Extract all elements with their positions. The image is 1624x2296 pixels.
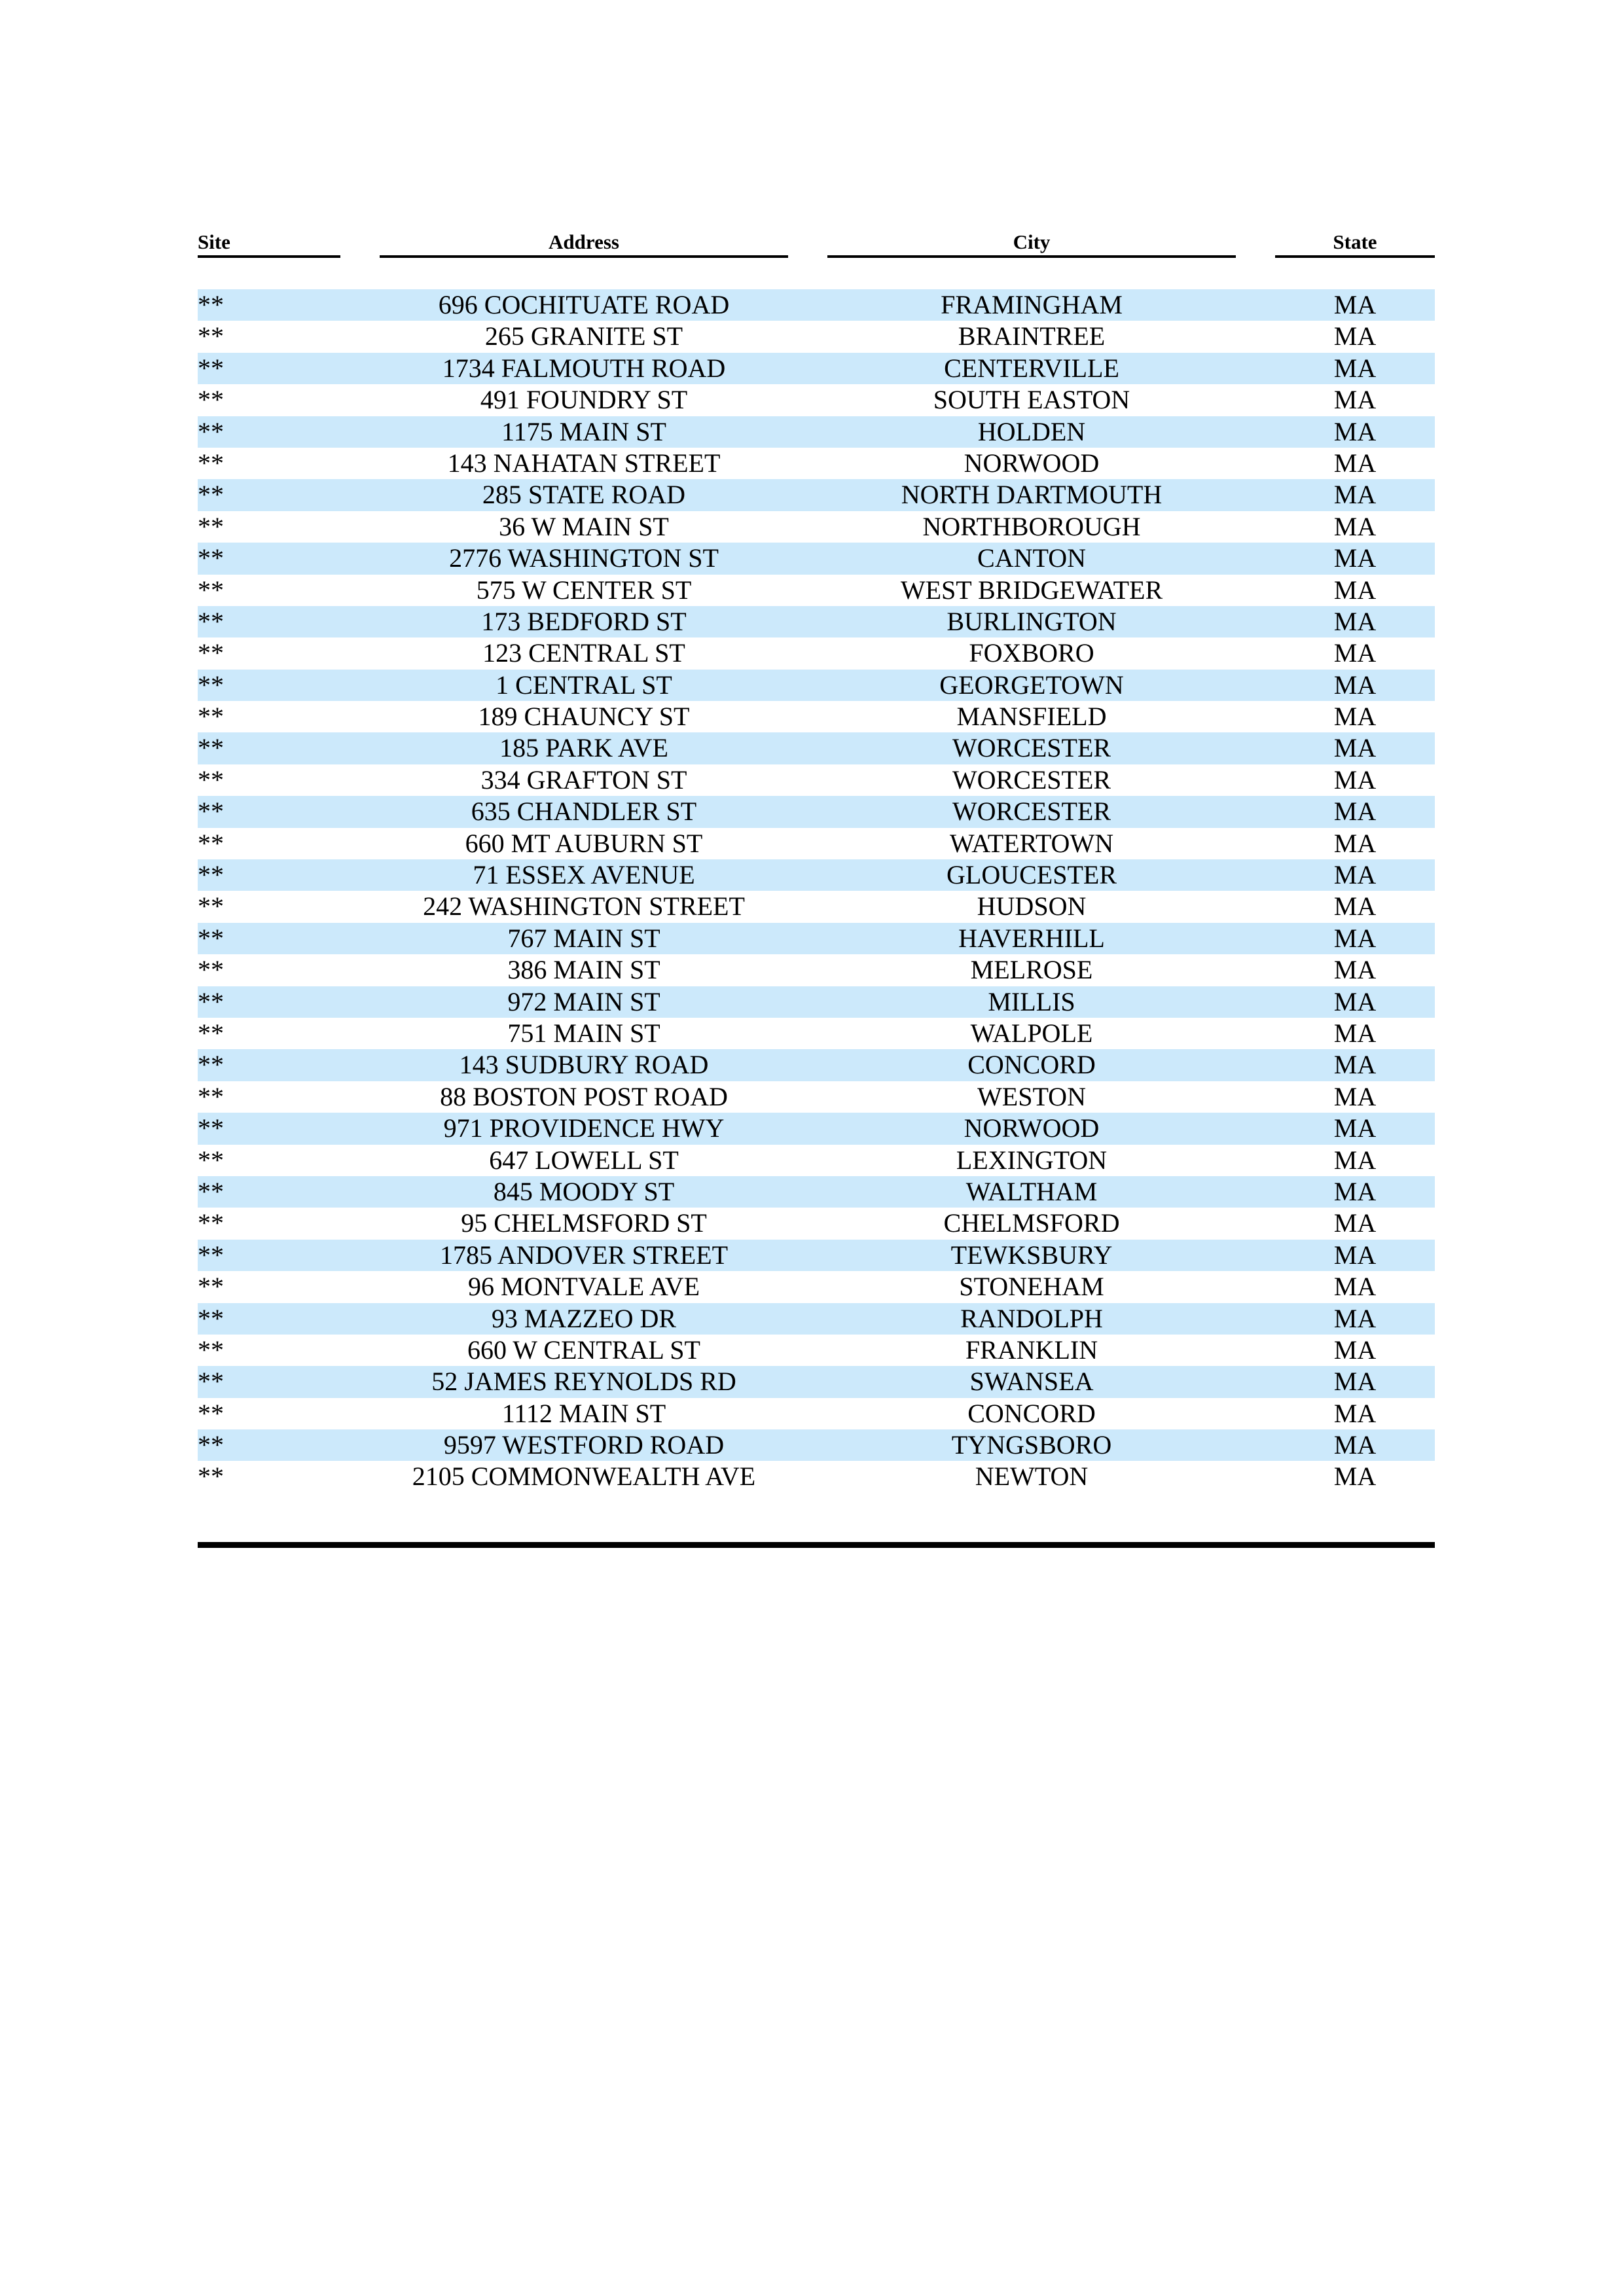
state-cell: MA <box>1333 1303 1377 1333</box>
city-cell: NORWOOD <box>964 448 1100 478</box>
state-cell: MA <box>1333 353 1377 383</box>
table-row <box>198 796 1435 827</box>
site-cell: ** <box>198 986 224 1016</box>
table-row <box>198 289 1435 321</box>
site-cell: ** <box>198 1208 224 1238</box>
address-cell: 285 STATE ROAD <box>482 480 686 510</box>
city-cell: HAVERHILL <box>958 923 1105 953</box>
table-row <box>198 416 1435 448</box>
state-cell: MA <box>1333 702 1377 732</box>
site-cell: ** <box>198 511 224 541</box>
city-cell: WATERTOWN <box>949 828 1114 858</box>
table-row <box>198 923 1435 954</box>
table-row <box>198 575 1435 606</box>
table-row <box>198 670 1435 701</box>
state-cell: MA <box>1333 986 1377 1016</box>
table-row <box>198 1081 1435 1113</box>
state-cell: MA <box>1333 543 1377 573</box>
city-cell: CHELMSFORD <box>943 1208 1120 1238</box>
address-cell: 143 NAHATAN STREET <box>447 448 721 478</box>
city-cell: CANTON <box>977 543 1086 573</box>
site-cell: ** <box>198 670 224 700</box>
footer-rule <box>198 1542 1435 1548</box>
site-table <box>198 289 1435 1493</box>
table-row <box>198 1240 1435 1271</box>
site-cell: ** <box>198 1430 224 1460</box>
city-cell: TEWKSBURY <box>950 1240 1113 1270</box>
address-cell: 52 JAMES REYNOLDS RD <box>431 1367 736 1397</box>
address-cell: 1 CENTRAL ST <box>496 670 672 700</box>
state-cell: MA <box>1333 955 1377 985</box>
site-cell: ** <box>198 1272 224 1302</box>
state-cell: MA <box>1333 797 1377 827</box>
city-cell: WALPOLE <box>970 1018 1093 1048</box>
header-site: Site <box>198 229 340 258</box>
table-row <box>198 511 1435 543</box>
table-row <box>198 828 1435 859</box>
table-row <box>198 1461 1435 1492</box>
state-cell: MA <box>1333 1113 1377 1143</box>
state-cell: MA <box>1333 1272 1377 1302</box>
site-cell: ** <box>198 1176 224 1206</box>
state-cell: MA <box>1333 638 1377 668</box>
address-cell: 242 WASHINGTON STREET <box>423 891 745 922</box>
address-cell: 185 PARK AVE <box>499 733 668 763</box>
address-cell: 36 W MAIN ST <box>499 511 669 541</box>
city-cell: CONCORD <box>967 1050 1096 1080</box>
city-cell: WORCESTER <box>952 764 1111 795</box>
table-row <box>198 1271 1435 1302</box>
table-row <box>198 606 1435 637</box>
address-cell: 696 COCHITUATE ROAD <box>438 290 730 319</box>
city-cell: GLOUCESTER <box>947 860 1117 890</box>
table-row <box>198 891 1435 922</box>
site-cell: ** <box>198 1398 224 1428</box>
city-cell: WEST BRIDGEWATER <box>900 575 1163 605</box>
address-cell: 1785 ANDOVER STREET <box>440 1240 728 1270</box>
address-cell: 96 MONTVALE AVE <box>467 1272 700 1302</box>
address-cell: 95 CHELMSFORD ST <box>461 1208 707 1238</box>
address-cell: 2776 WASHINGTON ST <box>449 543 719 573</box>
city-cell: WORCESTER <box>952 797 1111 827</box>
address-cell: 751 MAIN ST <box>507 1018 660 1048</box>
city-cell: NORWOOD <box>964 1113 1100 1143</box>
table-row <box>198 384 1435 416</box>
state-cell: MA <box>1333 385 1377 415</box>
city-cell: CONCORD <box>967 1398 1096 1428</box>
address-cell: 767 MAIN ST <box>507 923 660 953</box>
table-row <box>198 1303 1435 1335</box>
city-cell: RANDOLPH <box>960 1303 1103 1333</box>
state-cell: MA <box>1333 1430 1377 1460</box>
table-row <box>198 479 1435 511</box>
site-cell: ** <box>198 290 224 319</box>
city-cell: SWANSEA <box>969 1367 1094 1397</box>
table-row <box>198 1145 1435 1176</box>
site-cell: ** <box>198 638 224 668</box>
state-cell: MA <box>1333 670 1377 700</box>
city-cell: NORTHBOROUGH <box>922 511 1141 541</box>
address-cell: 173 BEDFORD ST <box>481 606 687 636</box>
city-cell: GEORGETOWN <box>939 670 1124 700</box>
site-cell: ** <box>198 1081 224 1111</box>
state-cell: MA <box>1333 1145 1377 1175</box>
state-cell: MA <box>1333 1398 1377 1428</box>
address-cell: 971 PROVIDENCE HWY <box>443 1113 725 1143</box>
address-cell: 491 FOUNDRY ST <box>480 385 688 415</box>
address-cell: 386 MAIN ST <box>507 955 660 985</box>
table-row <box>198 1429 1435 1461</box>
site-cell: ** <box>198 1145 224 1175</box>
city-cell: HOLDEN <box>977 416 1086 446</box>
site-cell: ** <box>198 733 224 763</box>
site-cell: ** <box>198 702 224 732</box>
city-cell: SOUTH EASTON <box>933 385 1130 415</box>
site-cell: ** <box>198 1050 224 1080</box>
table-row <box>198 448 1435 479</box>
city-cell: WALTHAM <box>965 1176 1098 1206</box>
city-cell: WESTON <box>977 1081 1086 1111</box>
city-cell: LEXINGTON <box>956 1145 1108 1175</box>
table-row <box>198 764 1435 796</box>
site-cell: ** <box>198 1335 224 1365</box>
city-cell: MILLIS <box>988 986 1075 1016</box>
table-row <box>198 732 1435 764</box>
site-cell: ** <box>198 764 224 795</box>
state-cell: MA <box>1333 1462 1377 1492</box>
city-cell: NORTH DARTMOUTH <box>901 480 1163 510</box>
site-cell: ** <box>198 1367 224 1397</box>
table-row <box>198 637 1435 669</box>
address-cell: 93 MAZZEO DR <box>491 1303 677 1333</box>
table-row <box>198 353 1435 384</box>
address-cell: 334 GRAFTON ST <box>480 764 687 795</box>
state-cell: MA <box>1333 321 1377 351</box>
city-cell: MANSFIELD <box>956 702 1107 732</box>
state-cell: MA <box>1333 1240 1377 1270</box>
address-cell: 2105 COMMONWEALTH AVE <box>412 1462 756 1492</box>
table-row <box>198 1018 1435 1049</box>
header-state: State <box>1275 229 1435 258</box>
address-cell: 71 ESSEX AVENUE <box>473 860 695 890</box>
address-cell: 635 CHANDLER ST <box>471 797 697 827</box>
address-cell: 1112 MAIN ST <box>501 1398 666 1428</box>
state-cell: MA <box>1333 290 1377 319</box>
state-cell: MA <box>1333 828 1377 858</box>
city-cell: TYNGSBORO <box>951 1430 1112 1460</box>
site-cell: ** <box>198 321 224 351</box>
site-cell: ** <box>198 448 224 478</box>
state-cell: MA <box>1333 891 1377 922</box>
address-cell: 660 W CENTRAL ST <box>467 1335 700 1365</box>
address-cell: 265 GRANITE ST <box>484 321 683 351</box>
city-cell: NEWTON <box>975 1462 1089 1492</box>
state-cell: MA <box>1333 511 1377 541</box>
address-cell: 647 LOWELL ST <box>489 1145 679 1175</box>
header-city: City <box>827 229 1236 258</box>
address-cell: 1734 FALMOUTH ROAD <box>442 353 726 383</box>
table-row <box>198 1398 1435 1429</box>
state-cell: MA <box>1333 1367 1377 1397</box>
state-cell: MA <box>1333 733 1377 763</box>
site-cell: ** <box>198 575 224 605</box>
state-cell: MA <box>1333 1018 1377 1048</box>
table-row <box>198 1049 1435 1081</box>
site-cell: ** <box>198 1240 224 1270</box>
city-cell: CENTERVILLE <box>944 353 1119 383</box>
site-cell: ** <box>198 923 224 953</box>
site-cell: ** <box>198 1462 224 1492</box>
table-row <box>198 859 1435 891</box>
city-cell: BRAINTREE <box>958 321 1106 351</box>
state-cell: MA <box>1333 606 1377 636</box>
table-row <box>198 1113 1435 1144</box>
city-cell: FOXBORO <box>969 638 1094 668</box>
site-cell: ** <box>198 860 224 890</box>
header-address: Address <box>380 229 788 258</box>
site-cell: ** <box>198 416 224 446</box>
city-cell: MELROSE <box>970 955 1093 985</box>
site-cell: ** <box>198 891 224 922</box>
site-cell: ** <box>198 1113 224 1143</box>
site-cell: ** <box>198 353 224 383</box>
state-cell: MA <box>1333 764 1377 795</box>
site-cell: ** <box>198 828 224 858</box>
address-cell: 143 SUDBURY ROAD <box>459 1050 709 1080</box>
address-cell: 123 CENTRAL ST <box>482 638 685 668</box>
address-cell: 660 MT AUBURN ST <box>465 828 703 858</box>
table-header <box>0 229 1624 259</box>
table-row <box>198 701 1435 732</box>
state-cell: MA <box>1333 416 1377 446</box>
site-cell: ** <box>198 1303 224 1333</box>
table-row <box>198 321 1435 352</box>
state-cell: MA <box>1333 1050 1377 1080</box>
city-cell: FRANKLIN <box>965 1335 1098 1365</box>
address-cell: 88 BOSTON POST ROAD <box>440 1081 728 1111</box>
address-cell: 9597 WESTFORD ROAD <box>443 1430 725 1460</box>
state-cell: MA <box>1333 923 1377 953</box>
address-cell: 575 W CENTER ST <box>476 575 692 605</box>
site-cell: ** <box>198 385 224 415</box>
table-row <box>198 1366 1435 1397</box>
table-row <box>198 954 1435 986</box>
state-cell: MA <box>1333 1081 1377 1111</box>
address-cell: 1175 MAIN ST <box>501 416 666 446</box>
table-row <box>198 543 1435 574</box>
address-cell: 972 MAIN ST <box>507 986 660 1016</box>
city-cell: WORCESTER <box>952 733 1111 763</box>
site-cell: ** <box>198 606 224 636</box>
city-cell: STONEHAM <box>959 1272 1104 1302</box>
table-row <box>198 986 1435 1018</box>
site-cell: ** <box>198 797 224 827</box>
site-cell: ** <box>198 543 224 573</box>
table-row <box>198 1208 1435 1239</box>
city-cell: HUDSON <box>977 891 1087 922</box>
state-cell: MA <box>1333 1176 1377 1206</box>
state-cell: MA <box>1333 1208 1377 1238</box>
state-cell: MA <box>1333 1335 1377 1365</box>
state-cell: MA <box>1333 448 1377 478</box>
table-row <box>198 1335 1435 1366</box>
state-cell: MA <box>1333 480 1377 510</box>
state-cell: MA <box>1333 575 1377 605</box>
city-cell: FRAMINGHAM <box>941 290 1123 319</box>
site-cell: ** <box>198 1018 224 1048</box>
site-cell: ** <box>198 480 224 510</box>
city-cell: BURLINGTON <box>947 606 1117 636</box>
table-row <box>198 1176 1435 1208</box>
state-cell: MA <box>1333 860 1377 890</box>
address-cell: 845 MOODY ST <box>493 1176 675 1206</box>
address-cell: 189 CHAUNCY ST <box>478 702 690 732</box>
site-cell: ** <box>198 955 224 985</box>
